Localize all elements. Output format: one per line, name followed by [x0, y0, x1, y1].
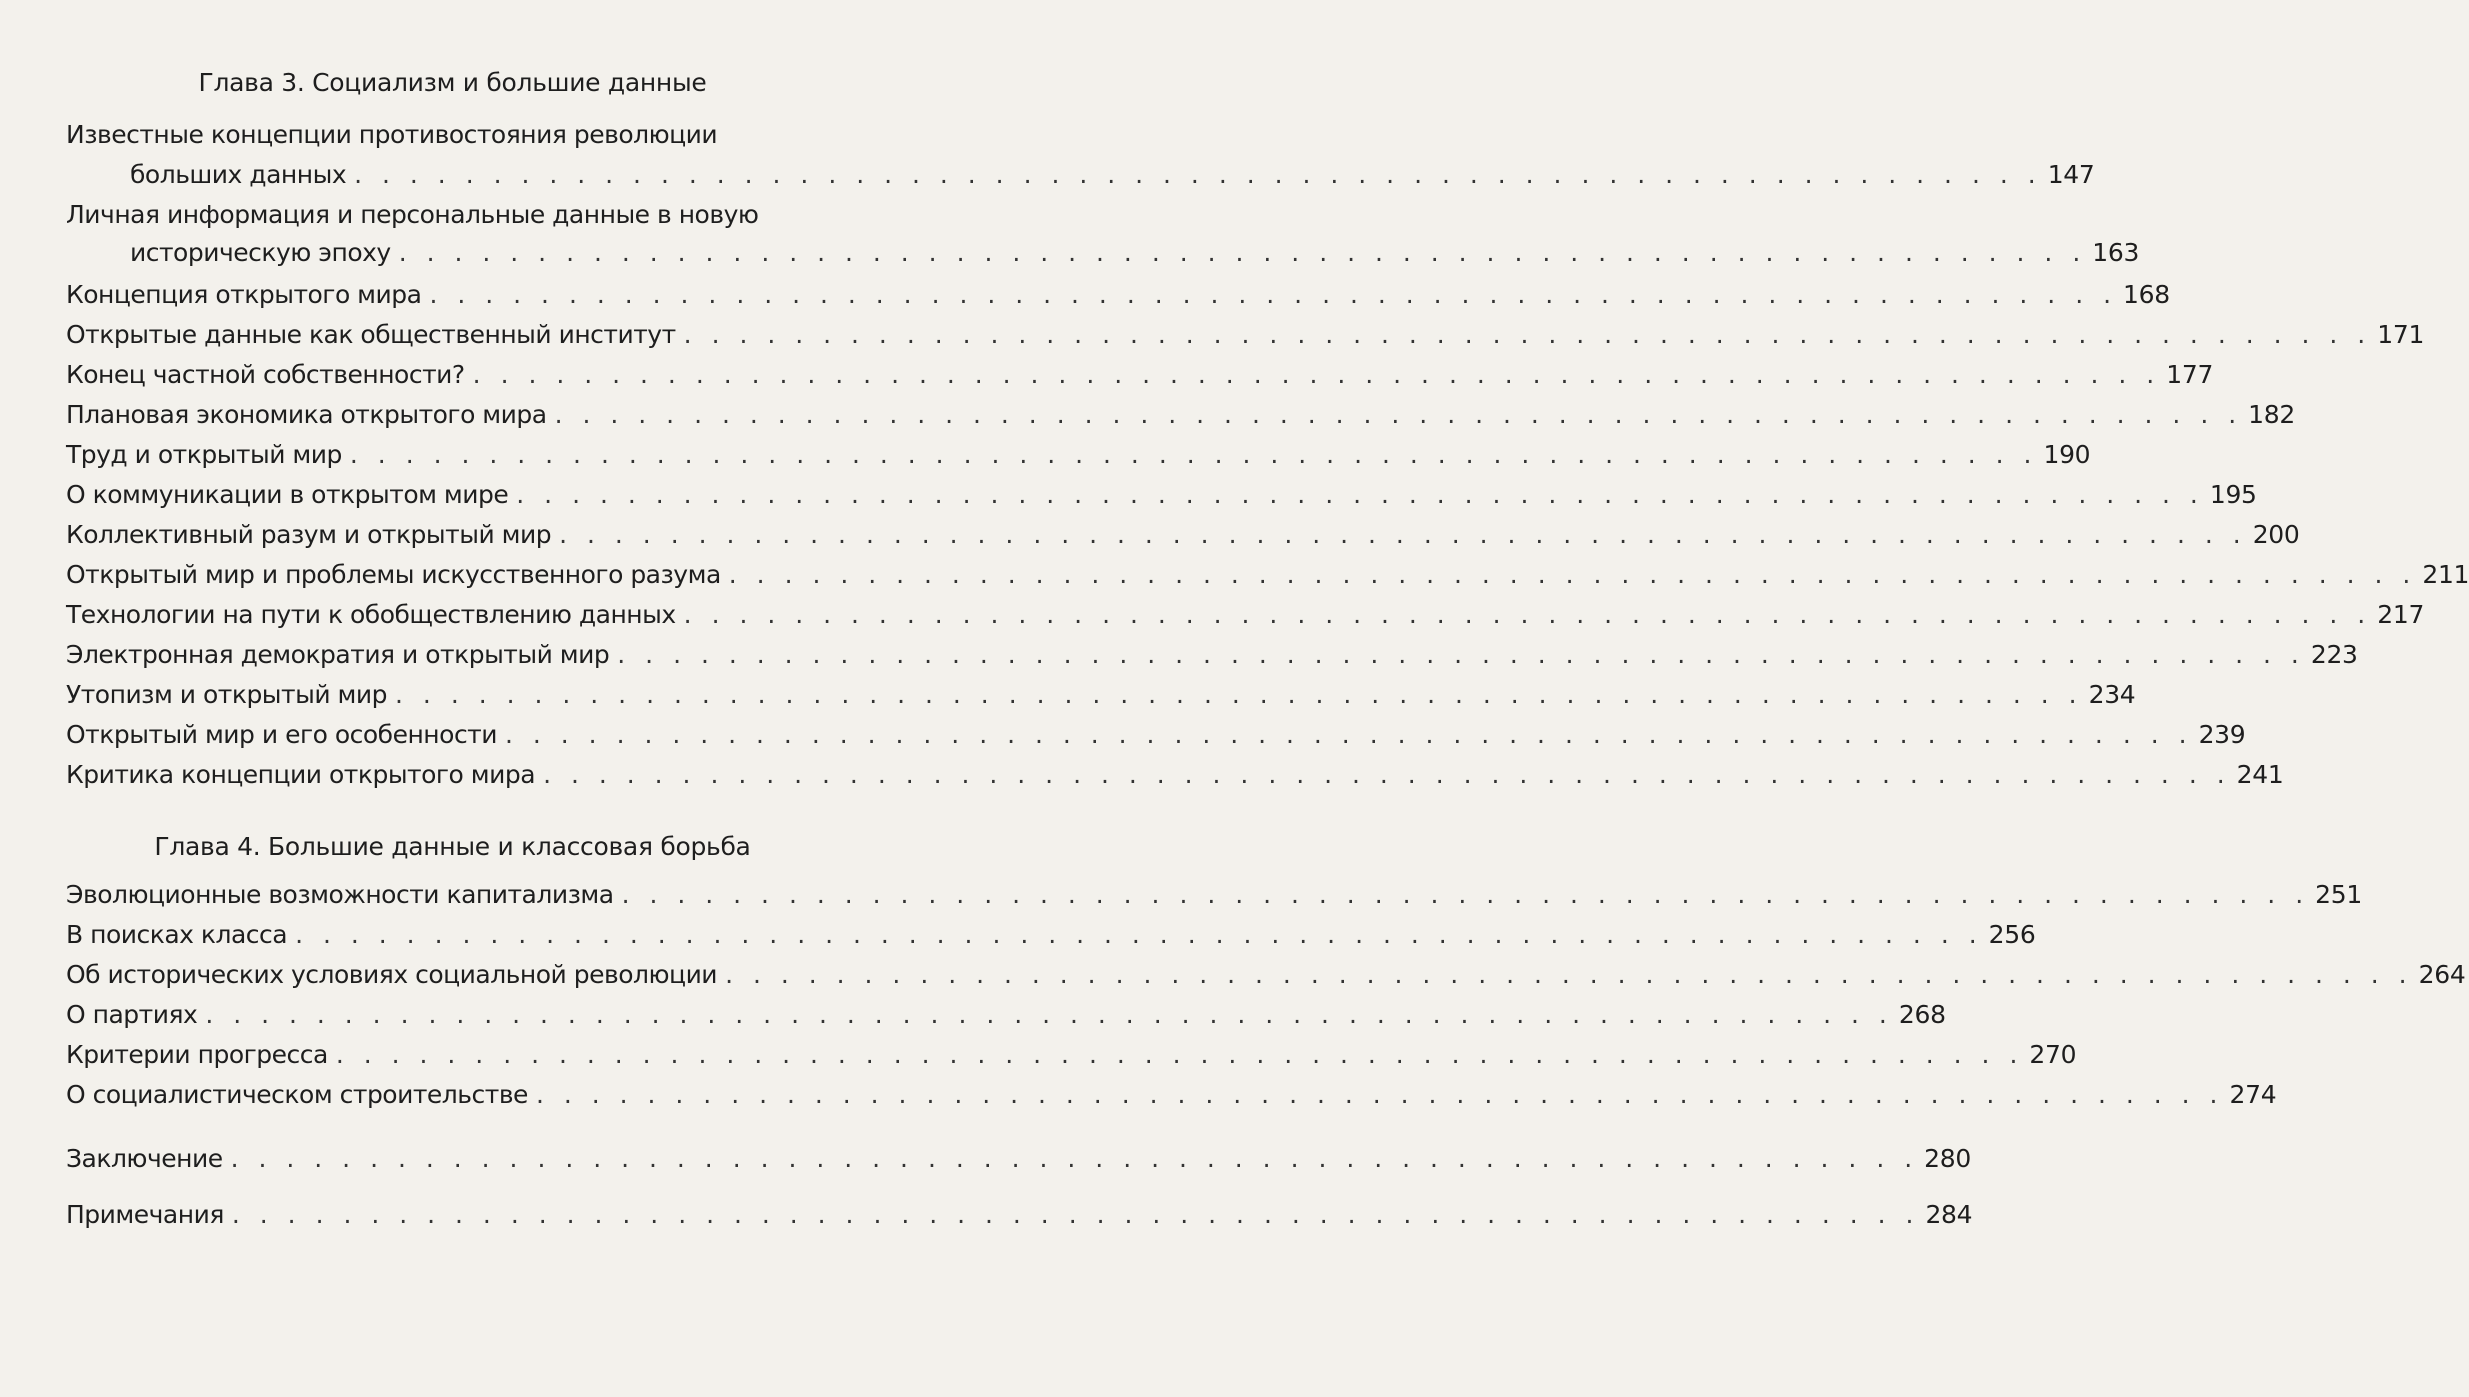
toc-page-number: 217	[2377, 600, 2425, 629]
toc-entry	[66, 280, 2170, 310]
toc-entry-title-line: Известные концепции противостояния революции	[66, 120, 718, 149]
toc-entry	[66, 480, 2257, 510]
dot-leader: . . . . . . . . . . . . . . . . . . . . . . . . . . . . . . . . . . . . . . . . . . . . . . . . . . . . . . . . . . . . .	[335, 1040, 2024, 1069]
toc-entry-notes	[66, 1200, 1973, 1230]
toc-page-number: 177	[2166, 360, 2214, 389]
toc-entry-title: О коммуникации в открытом мире	[66, 480, 509, 509]
dot-leader: . . . . . . . . . . . . . . . . . . . . . . . . . . . . . . . . . . . . . . . . . . . . . . . . . . . . . . . . . . . . .	[728, 560, 2417, 589]
toc-entry	[66, 960, 2466, 990]
toc-page-number: 270	[2029, 1040, 2077, 1069]
dot-leader: . . . . . . . . . . . . . . . . . . . . . . . . . . . . . . . . . . . . . . . . . . . . . . . . . . . . . . . . . . . . .	[295, 920, 1983, 949]
toc-entry-title: О партиях	[66, 1000, 198, 1029]
dot-leader: . . . . . . . . . . . . . . . . . . . . . . . . . . . . . . . . . . . . . . . . . . . . . . . . . . . . . . . . . . . . .	[516, 480, 2204, 509]
toc-entry	[66, 1000, 1946, 1030]
toc-entry-title: В поисках класса	[66, 920, 288, 949]
toc-entry	[66, 680, 2136, 710]
toc-page-number: 239	[2198, 720, 2246, 749]
toc-entry-title: Критерии прогресса	[66, 1040, 328, 1069]
chapter-3-heading: Глава 3. Социализм и большие данные	[198, 68, 707, 97]
toc-entry-title: Эволюционные возможности капитализма	[66, 880, 614, 909]
toc-entry	[66, 760, 2284, 790]
toc-page-number: 171	[2377, 320, 2425, 349]
toc-entry-title: Открытые данные как общественный институт	[66, 320, 676, 349]
toc-page-number: 264	[2418, 960, 2466, 989]
toc-entry-title: Об исторических условиях социальной революции	[66, 960, 718, 989]
toc-entry-title: больших данных	[130, 160, 347, 189]
toc-entry-title-line: Личная информация и персональные данные в новую	[66, 200, 759, 229]
dot-leader: . . . . . . . . . . . . . . . . . . . . . . . . . . . . . . . . . . . . . . . . . . . . . . . . . . . . . . . . . . . . .	[354, 160, 2042, 189]
toc-entry-title: Электронная демократия и открытый мир	[66, 640, 610, 669]
toc-entry-title: Конец частной собственности?	[66, 360, 465, 389]
toc-page-number: 268	[1898, 1000, 1946, 1029]
dot-leader: . . . . . . . . . . . . . . . . . . . . . . . . . . . . . . . . . . . . . . . . . . . . . . . . . . . . . . . . . . . . .	[617, 640, 2305, 669]
dot-leader: . . . . . . . . . . . . . . . . . . . . . . . . . . . . . . . . . . . . . . . . . . . . . . . . . . . . . . . . . . . . .	[725, 960, 2413, 989]
toc-page-number: 256	[1988, 920, 2036, 949]
dot-leader: . . . . . . . . . . . . . . . . . . . . . . . . . . . . . . . . . . . . . . . . . . . . . . . . . . . . . . . . . . . . .	[683, 320, 2372, 349]
toc-entry-title: Открытый мир и проблемы искусственного разума	[66, 560, 721, 589]
chapter-4-heading: Глава 4. Большие данные и классовая борьба	[154, 832, 751, 861]
dot-leader: . . . . . . . . . . . . . . . . . . . . . . . . . . . . . . . . . . . . . . . . . . . . . . . . . . . . . . . . . . . . .	[349, 440, 2038, 469]
dot-leader: . . . . . . . . . . . . . . . . . . . . . . . . . . . . . . . . . . . . . . . . . . . . . . . . . . . . . . . . . . . . .	[621, 880, 2310, 909]
toc-entry	[66, 920, 2036, 950]
dot-leader: . . . . . . . . . . . . . . . . . . . . . . . . . . . . . . . . . . . . . . . . . . . . . . . . . . . . . . . . . . . . .	[535, 1080, 2224, 1109]
toc-entry	[66, 200, 2140, 268]
toc-entry-title: историческую эпоху	[130, 238, 391, 267]
toc-entry-title: Критика концепции открытого мира	[66, 760, 536, 789]
dot-leader: . . . . . . . . . . . . . . . . . . . . . . . . . . . . . . . . . . . . . . . . . . . . . . . . . . . . . . . . . . . . .	[429, 280, 2118, 309]
toc-page-number: 190	[2043, 440, 2091, 469]
toc-page-number: 168	[2123, 280, 2170, 309]
toc-entry-title: Примечания	[66, 1200, 224, 1229]
toc-page-number: 251	[2315, 880, 2362, 909]
toc-entry-title: Открытый мир и его особенности	[66, 720, 497, 749]
toc-entry	[66, 1080, 2277, 1110]
toc-page-number: 280	[1924, 1144, 1971, 1173]
toc-entry	[66, 520, 2300, 550]
toc-entry-title: Утопизм и открытый мир	[66, 680, 388, 709]
toc-page-number: 284	[1925, 1200, 1973, 1229]
toc-entry-title: Плановая экономика открытого мира	[66, 400, 547, 429]
toc-entry	[66, 400, 2295, 430]
toc-page-number: 274	[2229, 1080, 2277, 1109]
toc-entry-title: Концепция открытого мира	[66, 280, 422, 309]
dot-leader: . . . . . . . . . . . . . . . . . . . . . . . . . . . . . . . . . . . . . . . . . . . . . . . . . . . . . . . . . . . . .	[559, 520, 2247, 549]
toc-entry	[66, 440, 2091, 470]
toc-entry-title: Труд и открытый мир	[66, 440, 342, 469]
toc-entry-title: Заключение	[66, 1144, 223, 1173]
toc-entry	[66, 720, 2246, 750]
dot-leader: . . . . . . . . . . . . . . . . . . . . . . . . . . . . . . . . . . . . . . . . . . . . . . . . . . . . . . . . . . . . .	[683, 600, 2372, 629]
dot-leader: . . . . . . . . . . . . . . . . . . . . . . . . . . . . . . . . . . . . . . . . . . . . . . . . . . . . . . . . . . . . .	[505, 720, 2193, 749]
toc-page-number: 195	[2209, 480, 2257, 509]
toc-entry	[66, 120, 2095, 190]
toc-page-number: 241	[2236, 760, 2284, 789]
dot-leader: . . . . . . . . . . . . . . . . . . . . . . . . . . . . . . . . . . . . . . . . . . . . . . . . . . . . . . . . . . . . .	[231, 1200, 1920, 1229]
toc-entry	[66, 1040, 2077, 1070]
dot-leader: . . . . . . . . . . . . . . . . . . . . . . . . . . . . . . . . . . . . . . . . . . . . . . . . . . . . . . . . . . . . .	[398, 238, 2087, 267]
toc-entry-title: Технологии на пути к обобществлению данных	[66, 600, 676, 629]
toc-entry	[66, 600, 2425, 630]
toc-page-number: 182	[2248, 400, 2295, 429]
toc-page-number: 200	[2252, 520, 2300, 549]
toc-entry-conclusion	[66, 1144, 1971, 1174]
dot-leader: . . . . . . . . . . . . . . . . . . . . . . . . . . . . . . . . . . . . . . . . . . . . . . . . . . . . . . . . . . . . .	[472, 360, 2161, 389]
dot-leader: . . . . . . . . . . . . . . . . . . . . . . . . . . . . . . . . . . . . . . . . . . . . . . . . . . . . . . . . . . . . .	[395, 680, 2083, 709]
toc-entry	[66, 320, 2425, 350]
toc-page-number: 234	[2088, 680, 2136, 709]
toc-entry	[66, 360, 2214, 390]
toc-entry-title: Коллективный разум и открытый мир	[66, 520, 552, 549]
dot-leader: . . . . . . . . . . . . . . . . . . . . . . . . . . . . . . . . . . . . . . . . . . . . . . . . . . . . . . . . . . . . .	[205, 1000, 1893, 1029]
dot-leader: . . . . . . . . . . . . . . . . . . . . . . . . . . . . . . . . . . . . . . . . . . . . . . . . . . . . . . . . . . . . .	[554, 400, 2243, 429]
toc-entry	[66, 640, 2358, 670]
toc-page-number: 223	[2310, 640, 2358, 669]
dot-leader: . . . . . . . . . . . . . . . . . . . . . . . . . . . . . . . . . . . . . . . . . . . . . . . . . . . . . . . . . . . . .	[543, 760, 2231, 789]
toc-page-number: 163	[2092, 238, 2140, 267]
dot-leader: . . . . . . . . . . . . . . . . . . . . . . . . . . . . . . . . . . . . . . . . . . . . . . . . . . . . . . . . . . . . .	[230, 1144, 1919, 1173]
toc-page-number: 147	[2047, 160, 2095, 189]
toc-entry-title: О социалистическом строительстве	[66, 1080, 528, 1109]
toc-entry	[66, 880, 2362, 910]
toc-entry	[66, 560, 2469, 590]
toc-page-number: 211	[2422, 560, 2469, 589]
